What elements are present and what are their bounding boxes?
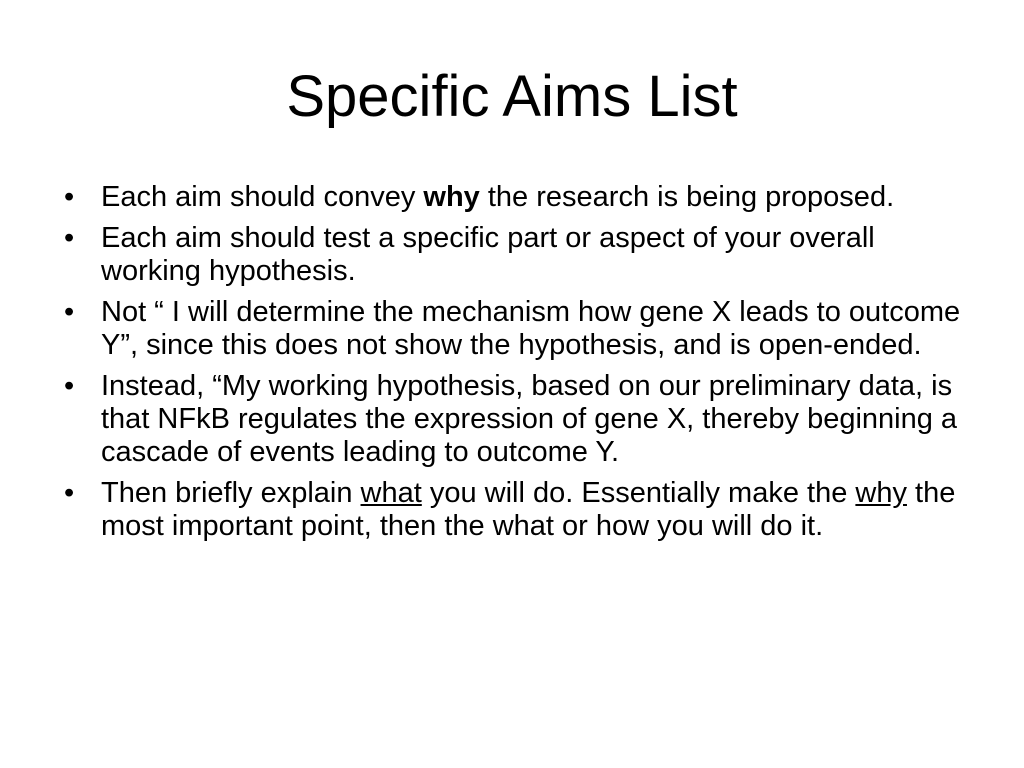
bullet-text: you will do. Essentially make the [421,477,856,509]
bullet-item-why-proposed [64,181,964,214]
bullet-emphasis-why: why [855,477,907,509]
bullet-text: Then briefly explain [101,477,361,509]
bullet-marker: • [64,296,75,328]
bullet-marker: • [64,477,75,509]
bullet-marker: • [64,370,75,402]
bullet-marker: • [64,181,75,213]
bullet-text: Each aim should test a specific part or aspect of your overall working hypothesis. [101,222,875,287]
bullet-text: Not “ I will determine the mechanism how gene X leads to outcome Y”, since this does not show the hypothesis, and is open-ended. [101,296,961,361]
bullet-text: Instead, “My working hypothesis, based on our preliminary data, is that NFkB regulates the expression of gene X, thereby beginning a cascade of events leading to outcome Y. [101,370,958,468]
bullet-text: the research is being proposed. [479,181,895,213]
bullet-list [64,181,964,551]
bullet-item-instead-example [64,370,964,469]
slide-title: Specific Aims List [286,64,738,129]
bullet-item-test-aspect [64,222,964,288]
bullet-emphasis-what: what [360,477,422,509]
bullet-emphasis-why: why [423,181,480,213]
bullet-item-not-example [64,296,964,362]
bullet-text: the most important point, then the what or how you will do it. [101,477,956,542]
bullet-text: Each aim should convey [101,181,424,213]
bullet-marker: • [64,222,75,254]
bullet-item-explain-what [64,477,964,543]
